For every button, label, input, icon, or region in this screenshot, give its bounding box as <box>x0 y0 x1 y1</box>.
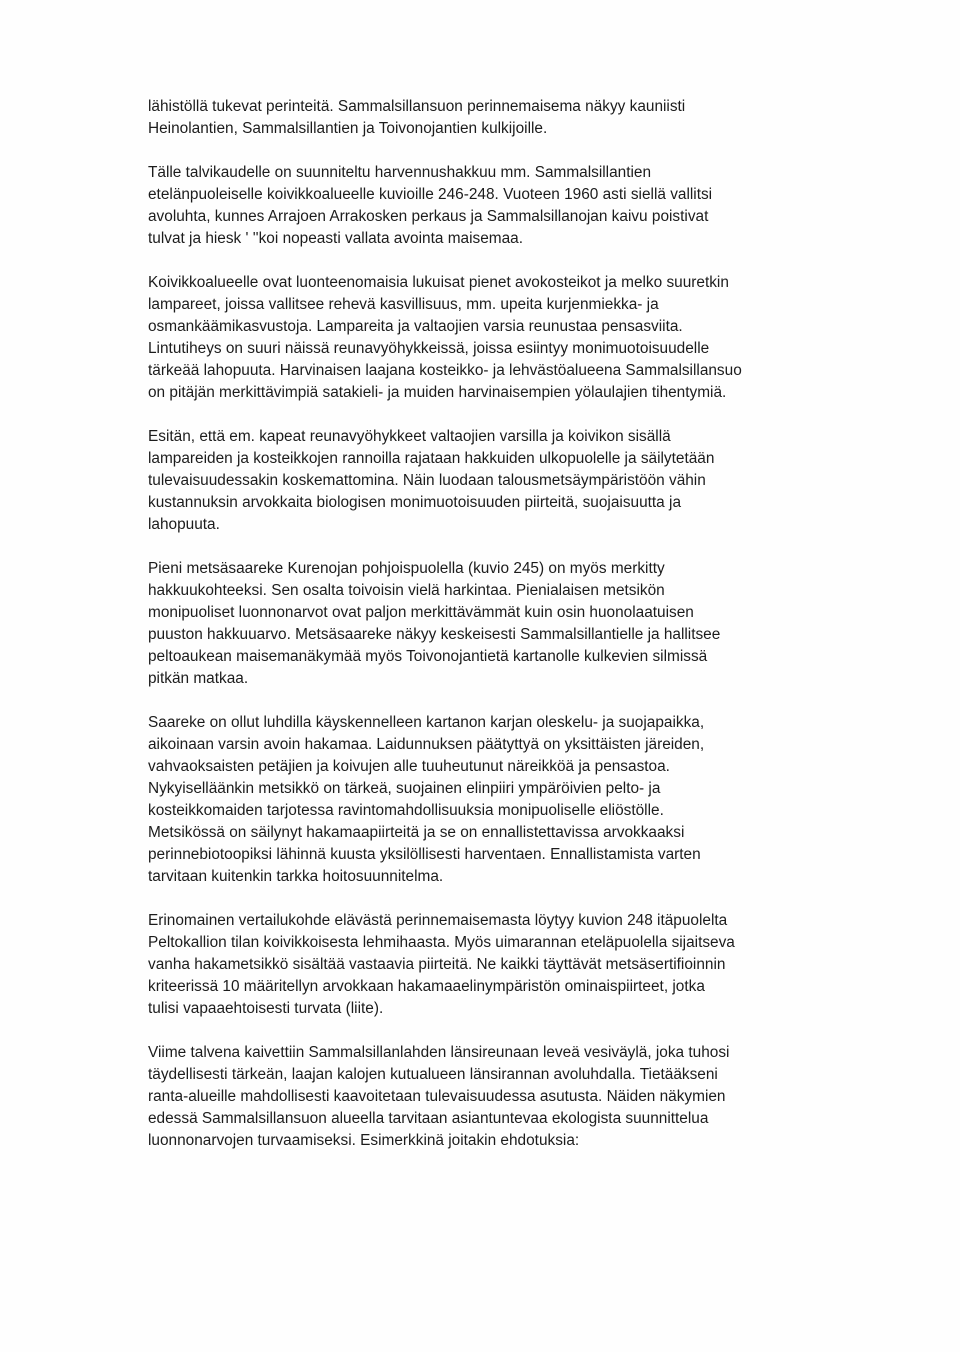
document-body <box>148 96 838 1174</box>
text-line: monipuoliset luonnonarvot ovat paljon merkittävämmät kuin osin huonolaatuisen <box>148 604 694 621</box>
paragraph <box>148 558 838 690</box>
text-line: hakkuukohteeksi. Sen osalta toivoisin vielä harkintaa. Pienialaisen metsikön <box>148 582 665 599</box>
text-line: Esitän, että em. kapeat reunavyöhykkeet valtaojien varsilla ja koivikon sisällä <box>148 428 671 445</box>
text-line: pitkän matkaa. <box>148 670 249 687</box>
text-line: lähistöllä tukevat perinteitä. Sammalsillansuon perinnemaisema näkyy kauniisti <box>148 98 686 115</box>
text-line: Lintutiheys on suuri näissä reunavyöhykkeissä, joissa esiintyy monimuotoisuudelle <box>148 340 710 357</box>
text-line: täydellisesti tärkeän, laajan kalojen kutualueen länsirannan avoluhdalla. Tietääkseni <box>148 1066 718 1083</box>
text-line: tulvat ja hiesk ' ''koi nopeasti vallata avointa maisemaa. <box>148 230 523 247</box>
text-line: Pieni metsäsaareke Kurenojan pohjoispuolella (kuvio 245) on myös merkitty <box>148 560 665 577</box>
text-line: tarvitaan kuitenkin tarkka hoitosuunnitelma. <box>148 868 444 885</box>
text-line: avoluhta, kunnes Arrajoen Arrakosken perkaus ja Sammalsillanojan kaivu poistivat <box>148 208 709 225</box>
text-line: Peltokallion tilan koivikkoisesta lehmihaasta. Myös uimarannan eteläpuolella sijaitseva <box>148 934 735 951</box>
text-line: lampareiden ja kosteikkojen rannoilla rajataan hakkuiden ulkopuolelle ja säilytetään <box>148 450 715 467</box>
text-line: Koivikkoalueelle ovat luonteenomaisia lukuisat pienet avokosteikot ja melko suuretkin <box>148 274 729 291</box>
text-line: Tälle talvikaudelle on suunniteltu harvennushakkuu mm. Sammalsillantien <box>148 164 652 181</box>
text-line: etelänpuoleiselle koivikkoalueelle kuvioille 246-248. Vuoteen 1960 asti siellä vallitsi <box>148 186 713 203</box>
text-line: kriteerissä 10 määritellyn arvokkaan hakamaaelinympäristön ominaispiirteet, jotka <box>148 978 705 995</box>
text-line: peltoaukean maisemanäkymää myös Toivonojantietä kartanolle kulkevien silmissä <box>148 648 708 665</box>
text-line: vanha hakametsikkö sisältää vastaavia piirteitä. Ne kaikki täyttävät metsäsertifioinnin <box>148 956 726 973</box>
text-line: Viime talvena kaivettiin Sammalsillanlahden länsireunaan leveä vesiväylä, joka tuhosi <box>148 1044 730 1061</box>
paragraph <box>148 1042 838 1152</box>
paragraph <box>148 712 838 888</box>
text-line: Metsikössä on säilynyt hakamaapiirteitä ja se on ennallistettavissa arvokkaaksi <box>148 824 685 841</box>
text-line: osmankäämikasvustoja. Lampareita ja valtaojien varsia reunustaa pensasviita. <box>148 318 683 335</box>
paragraph <box>148 426 838 536</box>
paragraph <box>148 96 838 140</box>
paragraph <box>148 162 838 250</box>
text-line: kustannuksin arvokkaita biologisen monimuotoisuuden piirteitä, suojaisuutta ja <box>148 494 681 511</box>
text-line: on pitäjän merkittävimpiä satakieli- ja muiden harvinaisempien yölaulajien tihentymiä. <box>148 384 727 401</box>
text-line: lampareet, joissa vallitsee rehevä kasvillisuus, mm. upeita kurjenmiekka- ja <box>148 296 659 313</box>
paragraph <box>148 910 838 1020</box>
text-line: edessä Sammalsillansuon alueella tarvitaan asiantuntevaa ekologista suunnittelua <box>148 1110 709 1127</box>
text-line: luonnonarvojen turvaamiseksi. Esimerkkinä joitakin ehdotuksia: <box>148 1132 580 1149</box>
text-line: kosteikkomaiden tarjotessa ravintomahdollisuuksia monipuoliselle eliöstölle. <box>148 802 664 819</box>
text-line: Nykyiselläänkin metsikkö on tärkeä, suojainen elinpiiri ympäröivien pelto- ja <box>148 780 661 797</box>
text-line: Erinomainen vertailukohde elävästä perinnemaisemasta löytyy kuvion 248 itäpuolelta <box>148 912 728 929</box>
text-line: Saareke on ollut luhdilla käyskennelleen kartanon karjan oleskelu- ja suojapaikka, <box>148 714 705 731</box>
paragraph <box>148 272 838 404</box>
text-line: Heinolantien, Sammalsillantien ja Toivonojantien kulkijoille. <box>148 120 548 137</box>
text-line: aikoinaan varsin avoin hakamaa. Laidunnuksen päätyttyä on yksittäisten järeiden, <box>148 736 705 753</box>
text-line: lahopuuta. <box>148 516 220 533</box>
text-line: tulevaisuudessakin koskemattomina. Näin luodaan talousmetsäympäristöön vähin <box>148 472 706 489</box>
text-line: tulisi vapaaehtoisesti turvata (liite). <box>148 1000 384 1017</box>
text-line: vahvaoksaisten petäjien ja koivujen alle tuuheutunut näreikköä ja pensastoa. <box>148 758 670 775</box>
text-line: tärkeää lahopuuta. Harvinaisen laajana kosteikko- ja lehvästöalueena Sammalsillansuo <box>148 362 742 379</box>
text-line: perinnebiotoopiksi lähinnä kuusta yksilöllisesti harventaen. Ennallistamista varten <box>148 846 701 863</box>
text-line: ranta-alueille mahdollisesti kaavoitetaan tulevaisuudessa asutusta. Näiden näkymien <box>148 1088 726 1105</box>
text-line: puuston hakkuuarvo. Metsäsaareke näkyy keskeisesti Sammalsillantielle ja hallitsee <box>148 626 721 643</box>
